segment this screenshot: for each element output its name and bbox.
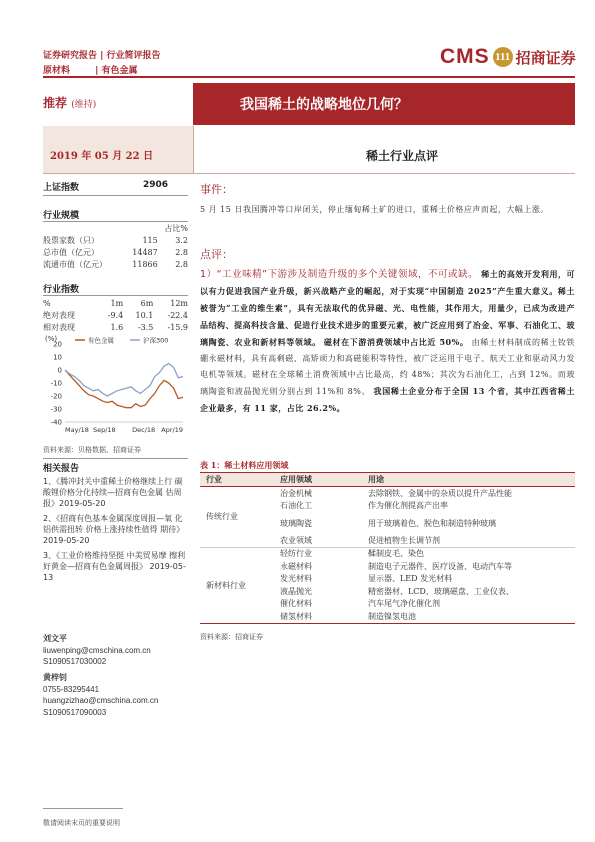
header-rule: [43, 76, 575, 78]
para1-bold: 稀土的高效开发利用，可以有力促进我国产业升级，新兴战略产业的崛起，对于实现“中国制造 2025”产生重大意义。稀土被誉为“工业的维生素”，具有无法取代的优异磁、光、电性能，其作用大，用量少，已成为改进产品结构、提高科技含量、促进行业技术进步的重要元素，被广泛应用到了冶金、军事、石油化工、玻璃陶瓷、农业和新材料等领域。: [200, 269, 576, 347]
row-label: 相对表现: [43, 322, 75, 332]
para1-bold-tail: 磁材在下游消费领域中占比近 50%。: [323, 337, 469, 347]
x-tick-label: Sep/18: [92, 426, 116, 434]
y-unit-label: (%): [45, 335, 58, 343]
cell: -3.5: [137, 322, 154, 332]
table-row: [43, 309, 188, 321]
group-name: 传统行业: [200, 487, 274, 548]
report-subtitle: 稀土行业点评: [366, 149, 439, 163]
rating-label: 推荐: [43, 96, 68, 110]
cell: 液晶抛光: [280, 586, 312, 596]
col-header: 6m: [140, 298, 154, 308]
y-tick-label: -40: [50, 418, 62, 427]
chart-source: 资料来源：贝格数据、招商证券: [43, 446, 141, 454]
comment-heading: 点评：: [200, 248, 233, 261]
group-name: 新材料行业: [200, 547, 274, 623]
col-header: %: [43, 298, 51, 308]
footer-note: 敬请阅读末页的重要说明: [43, 819, 120, 827]
cell: 精密器材、LCD、玻璃磁盘、工业仪表、: [368, 586, 514, 596]
table-row: [200, 487, 575, 500]
table-row: [200, 547, 575, 560]
para2-bold: 我国稀土企业分布于全国 13 个省，其中江西省稀土企业最多，有 11 家，占比 26.2%。: [200, 386, 576, 413]
row-value: 14487: [132, 247, 158, 257]
related-list: [43, 476, 188, 583]
cell: 汽车尾气净化催化剂: [368, 599, 440, 609]
cell: 用于玻璃着色、脱色和制造特种玻璃: [368, 518, 496, 528]
cell: 作为催化剂提高产出率: [368, 501, 448, 511]
table-title: 表 1：稀土材料应用领域: [200, 460, 289, 470]
cell: 储氢材料: [274, 610, 362, 623]
y-tick-label: 20: [53, 340, 62, 349]
logo-cms-text: CMS: [440, 45, 490, 68]
cell: 轻纺行业: [280, 549, 312, 559]
related-item[interactable]: 2、《招商有色基本金属深度周报—氧 化铝供需扭转 价格上涨持续性值得 期待》2019-05-20: [43, 514, 185, 545]
cell: 鞣制皮毛、染色: [368, 549, 424, 559]
cell: 显示器、LED 发光材料: [368, 574, 453, 584]
cell: 1.6: [110, 322, 124, 332]
col-header: 行业: [200, 473, 274, 487]
cell: -15.9: [167, 322, 188, 332]
cms-logo: [440, 42, 576, 72]
comment-body: [200, 266, 575, 417]
row-pct: 2.8: [175, 259, 188, 269]
cell: -9.4: [107, 310, 124, 320]
related-item[interactable]: 3、《工业价格维持坚挺 中美贸易摩 擦利好黄金—招商有色金属周报》 2019-05-13: [43, 551, 186, 582]
y-tick-label: -30: [50, 405, 62, 414]
analyst-2: [43, 672, 188, 718]
analyst-cert: S1090517030002: [43, 657, 107, 666]
scale-table: [43, 222, 188, 270]
row-label: 绝对表现: [43, 310, 75, 320]
table-source: 资料来源：招商证券: [200, 633, 263, 641]
cell: -22.4: [167, 310, 188, 320]
cell: 10.1: [135, 310, 154, 320]
scale-heading: 行业规模: [43, 211, 80, 221]
table-row: [43, 246, 188, 258]
separator: [43, 295, 188, 296]
para2: 由稀土材料制成的稀土钕铁硼永磁材料，具有高剩磁、高矫顽力和高磁能积等特性，被广泛运用于电子、航天工业和驱动风力发电机等领域。磁材在全球稀土消费领域中占比最高，约 48%；其次为石油化工，占到 12%。而玻璃陶瓷和液晶抛光则分别占到 11%和 8%。: [200, 338, 575, 396]
cell: 制造电子元器件、医疗设备、电动汽车等: [368, 561, 512, 571]
analyst-1: [43, 633, 188, 668]
series-line-csi300: [65, 364, 183, 397]
divider: [193, 126, 194, 173]
legend-label: 有色金属: [88, 336, 114, 345]
col-header: 用途: [362, 473, 575, 487]
logo-mark-icon: 111: [493, 47, 513, 67]
analyst-phone: 0755-83295441: [43, 684, 100, 694]
col-header: 应用领域: [274, 473, 362, 487]
cell: 冶金机械: [280, 488, 312, 498]
cell: 玻璃陶瓷: [280, 518, 312, 528]
x-tick-label: May/18: [65, 426, 89, 434]
y-tick-label: 10: [53, 353, 62, 362]
report-type-header: [43, 49, 161, 79]
row-value: 115: [142, 235, 158, 245]
perf-heading: 行业指数: [43, 285, 80, 295]
index-chart: [43, 334, 191, 440]
y-tick-label: -10: [50, 379, 62, 388]
footer-rule: [43, 808, 123, 809]
separator: [43, 458, 188, 459]
analyst-email[interactable]: huangzizhao@cmschina.com.cn: [43, 696, 159, 705]
separator: [43, 195, 188, 196]
col-header: 12m: [170, 298, 188, 308]
event-text: 5 月 15 日我国腾冲等口岸闭关，停止缅甸稀土矿的进口，重稀土价格应声而起，大幅上涨。: [200, 205, 549, 214]
scale-unit: 占比%: [164, 223, 188, 233]
cell: 永磁材料: [280, 561, 312, 571]
row-label: 总市值（亿元）: [43, 247, 99, 257]
cell: 去除钢铁、金属中的杂质以提升产品性能: [368, 488, 512, 498]
cell: 农业领域: [274, 534, 362, 547]
index-row: [43, 180, 188, 193]
cell: 促进植物生长调节剂: [362, 534, 575, 547]
x-tick-label: Apr/19: [161, 426, 183, 434]
industry-line: 原材料 | 有色金属: [43, 66, 138, 76]
legend-label: 沪深300: [143, 336, 169, 345]
related-item[interactable]: 1、《腾冲封关中重稀土价格继续上行 碳酸锂价格分化持续—招商有色金属 估周报》2019-05-20: [43, 477, 183, 508]
analyst-name: 刘文平: [43, 634, 67, 643]
analyst-name: 黄梓钊: [43, 673, 67, 682]
cell: 制造镍氢电池: [362, 610, 575, 623]
row-label: 流通市值（亿元）: [43, 259, 107, 269]
report-date: 2019 年 05 月 22 日: [50, 151, 154, 162]
row-label: 股票家数（只）: [43, 235, 99, 245]
report-type-line: 证券研究报告 | 行业简评报告: [43, 51, 161, 61]
table-row: [43, 258, 188, 270]
table-row: [43, 321, 188, 333]
logo-cn-text: 招商证券: [515, 48, 576, 67]
y-tick-label: 0: [57, 366, 62, 375]
perf-table: [43, 297, 188, 333]
y-tick-label: -20: [50, 392, 62, 401]
index-name: 上证指数: [43, 183, 80, 193]
table-header: [43, 297, 188, 309]
table-row: [43, 234, 188, 246]
related-heading: 相关报告: [43, 464, 80, 474]
application-table: [200, 472, 575, 624]
x-tick-label: Dec/18: [132, 426, 156, 434]
row-pct: 3.2: [175, 235, 188, 245]
rating-sub: (维持): [71, 100, 97, 110]
analyst-cert: S1090517090003: [43, 707, 107, 717]
index-value: 2906: [142, 180, 168, 190]
report-title: 我国稀土的战略地位几何？: [240, 97, 408, 113]
row-pct: 2.8: [175, 247, 188, 257]
event-heading: 事件：: [200, 183, 233, 196]
section-rule: [43, 173, 575, 174]
cell: 石油化工: [280, 501, 312, 511]
col-header: 1m: [110, 298, 124, 308]
point1-title: 1）“工业味精”下游涉及制造升级的多个关键领域，不可或缺。: [200, 269, 479, 280]
row-value: 11866: [132, 259, 158, 269]
cell: 发光材料: [280, 574, 312, 584]
table-header: [200, 473, 575, 487]
rating: [43, 94, 96, 111]
cell: 催化材料: [280, 599, 312, 609]
analyst-email[interactable]: liuwenping@cmschina.com.cn: [43, 645, 151, 655]
